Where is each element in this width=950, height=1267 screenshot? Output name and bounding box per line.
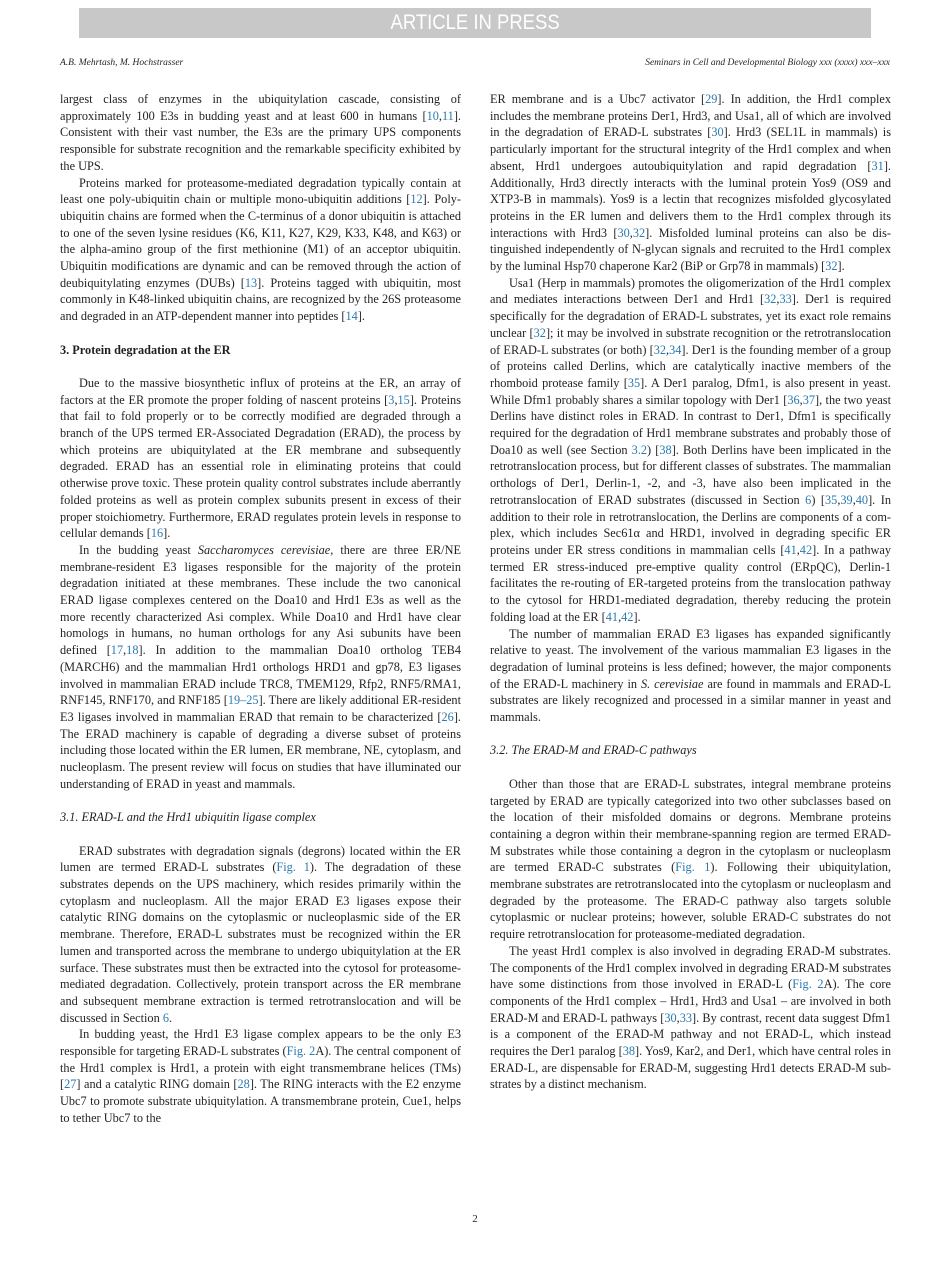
reference-link[interactable]: 39 bbox=[840, 492, 853, 507]
paragraph: Usa1 (Herp in mammals) promotes the oligomerization of the Hrd1 complex and mediates interactions between Der1 and Hrd1 [32,33]. Der1 is required specifically for the degradation of ERAD-L substrates, yet its exact role remains unclear [32]; it may be involved in substrate recognition or the retrotranslocation of ERAD-L substrates (or both) [32,34]. Der1 is the founding member of a group of proteins called Derlins, which are catalytically inactive members of the rhomboid protease family [35]. A Der1 paralog, Dfm1, is also present in yeast. While Dfm1 probably shares a similar topology with Der1 [36,37], the two yeast Derlins have distinct roles in ERAD. In contrast to Der1, Dfm1 is specifically required for the degradation of Hrd1 membrane substrates and probably those of Doa10 as well (see Section 3.2) [38]. Both Derlins have been implicated in the retrotranslocation process, but for different classes of substrates. The mammalian orthologs of Der1, Derlin-1, -2, and -3, have also been implicated in the retrotranslocation of ERAD substrates (discussed in Section 6) [35,39,40]. In addition to their role in retrotranslocation, the Derlins are components of a complex, which includes Sec61α and HRD1, involved in degrading specific ER proteins under ER stress conditions in mammalian cells [41,42]. In a pathway termed ER stress-induced pre-emptive quality control (ERpQC), Derlin-1 facilitates the re-routing of ER-targeted proteins from the translocation pathway to the cytosol for HRD1-mediated degradation, thereby reducing the protein folding load at the ER [41,42]. bbox=[490, 275, 892, 624]
reference-link[interactable]: 3.2 bbox=[631, 442, 648, 457]
paragraph: In the budding yeast Saccharomyces cerevisiae, there are three ER/NE membrane-resident E3 ligases responsible for the majority of the protein degradation initiated at these membranes. These include the two canonical ERAD ligase complexes centered on the Doa10 and Hrd1 E3s as well as the more recently characterized Asi complex. While Doa10 and Hrd1 have clear homologs in humans, no human orthologs for any Asi subunits have been defined [17,18]. In addition to the mammalian Doa10 ortholog TEB4 (MARCH6) and the mammalian Hrd1 orthologs HRD1 and gp78, E3 ligases involved in mammalian ERAD include TRC8, TMEM129, Rfp2, RNF5/RMA1, RNF145, RNF170, and RNF185 [19–25]. There are likely additional ER-resident E3 ligases involved in mammalian ERAD that remain to be characterized [26]. The ERAD machinery is capable of degrading a diverse subset of proteins including those located within the ER lumen, ER membrane, NE, cytoplasm, and nucleoplasm. The present review will focus on studies that have illuminated our understanding of ERAD in yeast and mammals. bbox=[60, 542, 461, 791]
reference-link[interactable]: 42 bbox=[621, 609, 634, 624]
reference-link[interactable]: 41 bbox=[605, 609, 619, 624]
running-head-journal: Seminars in Cell and Developmental Biology xxx (xxxx) xxx–xxx bbox=[645, 58, 890, 68]
paragraph: In budding yeast, the Hrd1 E3 ligase complex appears to be the only E3 responsible for targeting ERAD-L substrates (Fig. 2A). The central component of the Hrd1 complex is Hrd1, a protein with eight transmembrane helices (TMs) [27] and a catalytic RING domain [28]. The RING interacts with the E2 enzyme Ubc7 to promote substrate ubiquitylation. A transmembrane protein, Cue1, helps to tether Ubc7 to the bbox=[60, 1027, 462, 1125]
reference-link[interactable]: 27 bbox=[64, 1077, 77, 1092]
reference-link[interactable]: 14 bbox=[345, 309, 358, 324]
reference-link[interactable]: Fig. 2 bbox=[286, 1044, 316, 1059]
reference-link[interactable]: 36 bbox=[787, 392, 800, 407]
reference-link[interactable]: 35 bbox=[825, 492, 838, 507]
reference-link[interactable]: Fig. 1 bbox=[276, 860, 310, 875]
paragraph: ERAD substrates with degradation signals (degrons) located within the ER lumen are termed ERAD-L substrates (Fig. 1). The degradation of these substrates depends on the UPS machinery, which resides primarily within the cytoplasm and nucleoplasm. All the major ERAD E3 ligases expose their catalytic RING domains on the cytoplasmic or nucleoplasmic side of the ER membrane. Therefore, ERAD-L substrates must be recognized within the ER lumen and transported across the membrane to undergo ubiquitylation at the ER surface. These substrates must then be extracted into the cytosol for proteasome-mediated degradation. Collectively, protein transport across the ER membrane and subsequent membrane extraction is termed retrotranslocation and will be discussed in Section 6. bbox=[60, 843, 461, 1025]
reference-link[interactable]: 10 bbox=[426, 108, 439, 123]
reference-link[interactable]: 30 bbox=[664, 1010, 677, 1025]
reference-link[interactable]: 6 bbox=[162, 1010, 169, 1025]
reference-link[interactable]: 35 bbox=[627, 375, 641, 390]
reference-link[interactable]: 13 bbox=[244, 275, 258, 290]
reference-link[interactable]: 28 bbox=[237, 1077, 250, 1092]
reference-link[interactable]: 32 bbox=[825, 259, 838, 274]
reference-link[interactable]: 18 bbox=[126, 643, 139, 658]
section-heading: 3. Protein degradation at the ER bbox=[60, 342, 231, 357]
reference-link[interactable]: 33 bbox=[779, 292, 792, 307]
paragraph: Proteins marked for proteasome-mediated degradation typically contain at least one poly-ubiquitin chain or multiple mono-ubiquitin additions [12]. Poly-ubiquitin chains are formed when the C-terminus of a donor ubiquitin is attached to one of the seven lysine residues (K6, K11, K27, K29, K33, K48, and K63) or the alpha-amino group of the first methionine (M1) of an acceptor ubiquitin. Ubiquitin modifications are dynamic and can be removed through the action of deubiquitylating enzymes (DUBs) [13]. Proteins tagged with ubiquitin, most commonly in K48-linked ubiquitin chains, are recognized by the 26S proteasome and degraded in an ATP-dependent manner into peptides [14]. bbox=[60, 175, 461, 324]
reference-link[interactable]: 32 bbox=[653, 342, 667, 357]
reference-link[interactable]: 37 bbox=[802, 392, 815, 407]
reference-link[interactable]: 12 bbox=[410, 192, 423, 207]
left-column bbox=[60, 91, 461, 1127]
reference-link[interactable]: 30 bbox=[711, 125, 724, 140]
reference-link[interactable]: 17 bbox=[110, 643, 124, 658]
reference-link[interactable]: 3 bbox=[388, 392, 395, 407]
reference-link[interactable]: 26 bbox=[441, 709, 454, 724]
running-head-authors: A.B. Mehrtash, M. Hochstrasser bbox=[60, 58, 184, 68]
italic-term: Saccharomyces cerevisiae bbox=[197, 542, 331, 557]
page-number: 2 bbox=[472, 1213, 478, 1225]
reference-link[interactable]: 15 bbox=[397, 392, 410, 407]
paragraph: largest class of enzymes in the ubiquitylation cascade, consisting of approximately 100 E3s in budding yeast and at least 600 in humans [10,11]. Consistent with their vast number, the E3s are the primary UPS components responsible for substrate recognition and the remarkable specificity exhibited by the UPS. bbox=[60, 92, 461, 173]
reference-link[interactable]: 38 bbox=[659, 442, 672, 457]
reference-link[interactable]: 31 bbox=[871, 158, 884, 173]
reference-link[interactable]: 16 bbox=[150, 526, 164, 541]
paragraph: The number of mammalian ERAD E3 ligases has expanded significantly relative to yeast. The involvement of the various mammalian E3 ligases in the degradation of luminal proteins is less defined; however, the major components of the ERAD-L machinery in S. cerevisiae are found in mammals and ERAD-L substrates are likely recognized and processed in a similar manner in yeast and mammals. bbox=[490, 626, 891, 725]
italic-term: S. cerevisiae bbox=[640, 676, 704, 691]
reference-link[interactable]: 6 bbox=[805, 492, 812, 507]
paragraph: Due to the massive biosynthetic influx of proteins at the ER, an array of factors at the ER promote the proper folding of nascent proteins [3,15]. Proteins that fail to fold properly or to be correctly modified are degraded through a branch of the UPS termed ER-Associated Degradation (ERAD), the process by which proteins are ubiquitylated at the ER membrane and subsequently degraded. ERAD has an essential role in eliminating proteins that could otherwise prove toxic. These protein quality control substrates include aberrantly folded proteins as well as protein complex subunits present in excess of their proper stoichiometry. Furthermore, ERAD regulates protein levels in response to cellular demands [16]. bbox=[60, 375, 461, 541]
paragraph: ER membrane and is a Ubc7 activator [29]. In addition, the Hrd1 complex includes the membrane proteins Der1, Hrd3, and Usa1, all of which are involved in the degradation of ERAD-L substrates [30]. Hrd3 (SEL1L in mammals) is particularly important for the structural integrity of the Hrd1 complex and when absent, Hrd1 undergoes autoubiquitylation and rapid degradation [31]. Additionally, Hrd3 directly interacts with the luminal protein Yos9 (OS9 and XTP3-B in mammals). Yos9 is a lectin that recognizes misfolded glycosylated proteins in the ER lumen and delivers them to the Hrd1 complex through its interactions with Hrd3 [30,32]. Misfolded luminal proteins can also be distinguished independently of N-glycan signals and recruited to the Hrd1 complex by the luminal Hsp70 chaperone Kar2 (BiP or Grp78 in mammals) [32]. bbox=[490, 92, 891, 274]
reference-link[interactable]: 38 bbox=[622, 1044, 636, 1059]
reference-link[interactable]: 34 bbox=[669, 342, 682, 357]
paragraph: Other than those that are ERAD-L substrates, integral membrane proteins targeted by ERAD are typically categorized into two other subclasses based on the location of their misfolded domains or degrons. Membrane proteins containing a degron within their membrane-spanning region are termed ERAD-M substrates while those containing a degron in the cytoplasm or nucleoplasm are termed ERAD-C substrates (Fig. 1). Following their ubiquitylation, membrane substrates are retrotranslocated into the cytoplasm or nucleoplasm and degraded by the proteasome. The ERAD-C pathway also targets soluble cytoplasmic or nuclear proteins; however, soluble ERAD-C substrates do not require retrotranslocation for proteasome-mediated degradation. bbox=[490, 776, 892, 942]
right-column bbox=[490, 91, 891, 1093]
reference-link[interactable]: 42 bbox=[799, 542, 813, 557]
reference-link[interactable]: 11 bbox=[441, 108, 454, 123]
subsection-heading: 3.2. The ERAD-M and ERAD-C pathways bbox=[490, 743, 697, 758]
reference-link[interactable]: Fig. 1 bbox=[675, 860, 711, 875]
reference-link[interactable]: 32 bbox=[632, 225, 646, 240]
reference-link[interactable]: 33 bbox=[679, 1010, 693, 1025]
reference-link[interactable]: 30 bbox=[617, 225, 630, 240]
paragraph: The yeast Hrd1 complex is also involved in degrading ERAD-M substrates. The components of the Hrd1 complex involved in degrading ERAD-M substrates have some distinctions from those involved in ERAD-L (Fig. 2A). The core components of the Hrd1 complex – Hrd1, Hrd3 and Usa1 – are involved in both ERAD-M and ERAD-L pathways [30,33]. By contrast, recent data suggest Dfm1 is a component of the ERAD-M pathway and not ERAD-L, which instead requires the Der1 paralog [38]. Yos9, Kar2, and Der1, which have central roles in ERAD-L, are dispensable for ERAD-M, suggesting Hrd1 detects ERAD-M substrates by a distinct mechanism. bbox=[490, 943, 892, 1092]
subsection-heading: 3.1. ERAD-L and the Hrd1 ubiquitin ligase complex bbox=[60, 810, 316, 825]
article-in-press-banner bbox=[79, 8, 871, 38]
reference-link[interactable]: 32 bbox=[764, 292, 777, 307]
reference-link[interactable]: 19–25 bbox=[227, 693, 259, 708]
banner-text: ARTICLE IN PRESS bbox=[390, 11, 560, 34]
reference-link[interactable]: 40 bbox=[855, 492, 869, 507]
reference-link[interactable]: 41 bbox=[784, 542, 797, 557]
reference-link[interactable]: 32 bbox=[533, 325, 546, 340]
reference-link[interactable]: 29 bbox=[705, 92, 718, 106]
reference-link[interactable]: Fig. 2 bbox=[792, 977, 824, 992]
